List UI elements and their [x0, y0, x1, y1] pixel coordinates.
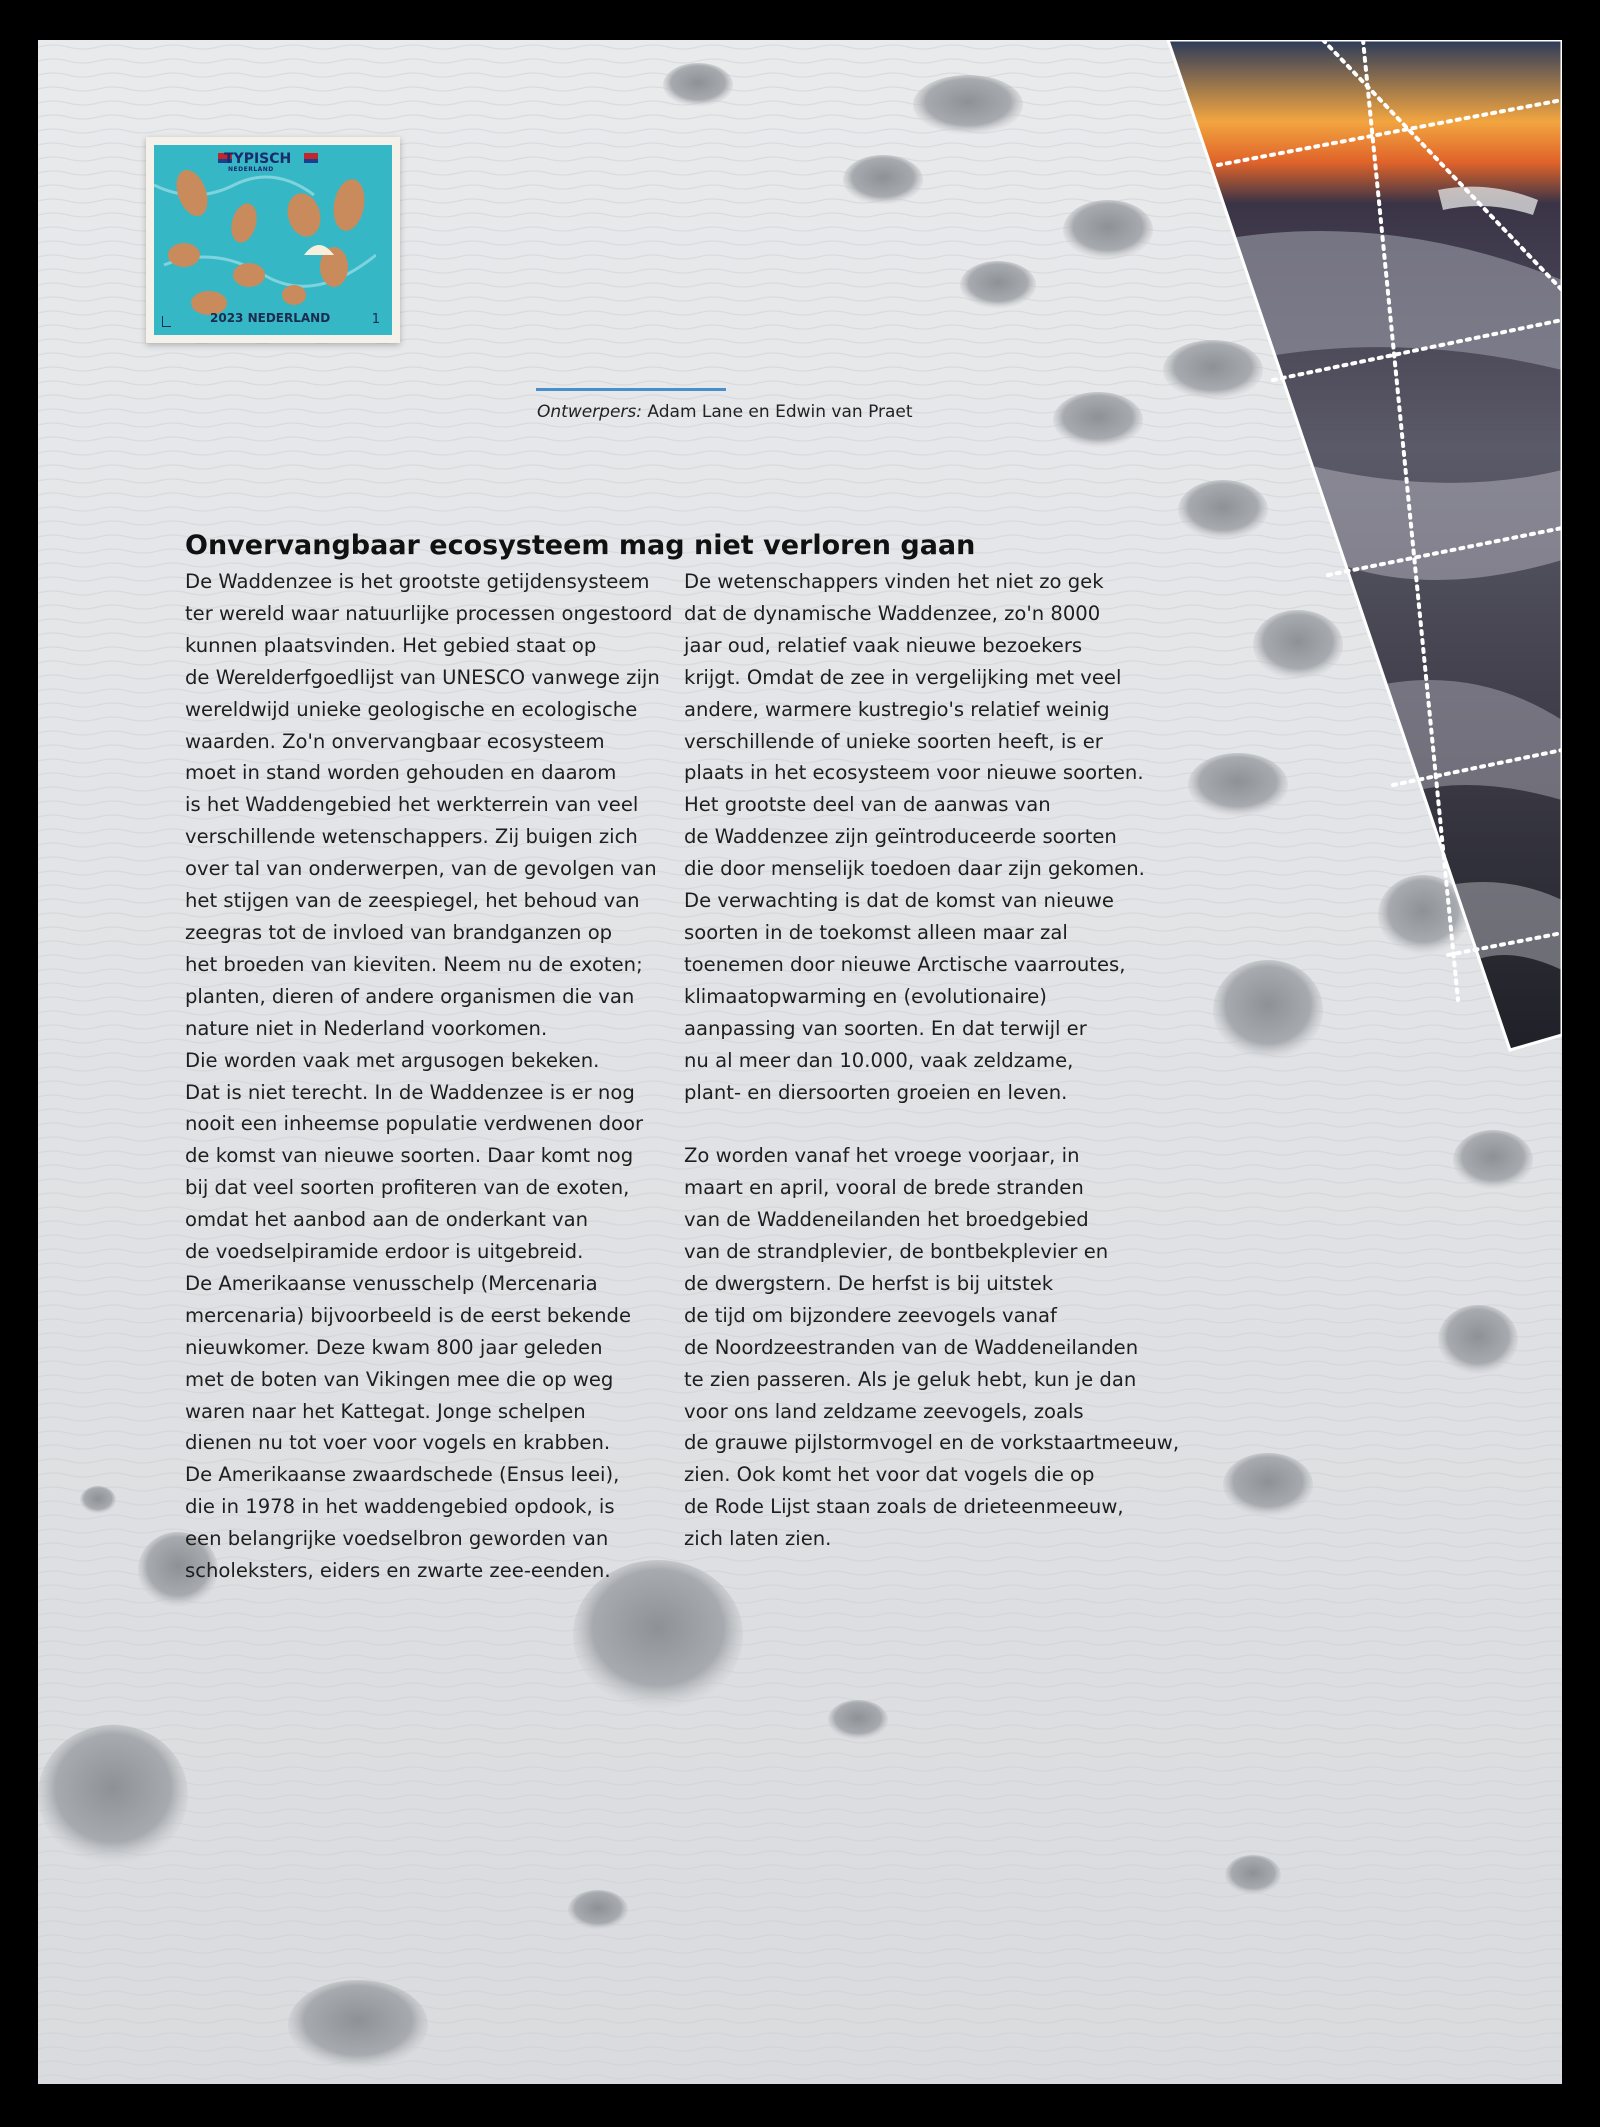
- text-line: waren naar het Kattegat. Jonge schelpen: [185, 1399, 586, 1423]
- text-line: De verwachting is dat de komst van nieuwe: [684, 889, 1114, 913]
- text-line: de komst van nieuwe soorten. Daar komt nog: [185, 1144, 634, 1168]
- text-line: die door menselijk toedoen daar zijn gekomen.: [684, 857, 1145, 881]
- stamp-country-year: 2023 NEDERLAND: [210, 311, 331, 325]
- text-line: verschillende of unieke soorten heeft, is er: [684, 729, 1103, 753]
- credit-rule: [536, 388, 726, 391]
- text-line: plant- en diersoorten groeien en leven.: [684, 1080, 1068, 1104]
- text-line: klimaatopwarming en (evolutionaire): [684, 984, 1047, 1008]
- text-line: zeegras tot de invloed van brandganzen op: [185, 920, 613, 944]
- text-line: mercenaria) bijvoorbeeld is de eerst bekende: [185, 1303, 631, 1327]
- text-line: te zien passeren. Als je geluk hebt, kun je dan: [684, 1367, 1137, 1391]
- text-line: soorten in de toekomst alleen maar zal: [684, 920, 1068, 944]
- text-line: maart en april, vooral de brede stranden: [684, 1176, 1084, 1200]
- text-line: krijgt. Omdat de zee in vergelijking met veel: [684, 665, 1122, 689]
- text-line: het broeden van kieviten. Neem nu de exoten;: [185, 952, 643, 976]
- postage-stamp: [146, 137, 400, 343]
- stamp-value: 1: [371, 312, 380, 327]
- text-line: van de Waddeneilanden het broedgebied: [684, 1208, 1089, 1232]
- text-line: De Waddenzee is het grootste getijdensysteem: [185, 570, 650, 593]
- text-line: van de strandplevier, de bontbekplevier en: [684, 1240, 1109, 1264]
- text-line: het stijgen van de zeespiegel, het behoud van: [185, 889, 640, 913]
- text-line: wereldwijd unieke geologische en ecologische: [185, 697, 638, 721]
- text-line: dat de dynamische Waddenzee, zo'n 8000: [684, 601, 1101, 625]
- paragraph-gap: [684, 1108, 1154, 1140]
- stamp-corner-mark: [162, 316, 171, 327]
- text-line: moet in stand worden gehouden en daarom: [185, 761, 617, 785]
- text-line: nooit een inheemse populatie verdwenen door: [185, 1112, 644, 1136]
- text-line: de Werelderfgoedlijst van UNESCO vanwege zijn: [185, 665, 660, 689]
- article-column-1: [185, 566, 673, 1587]
- text-line: toenemen door nieuwe Arctische vaarroutes,: [684, 952, 1126, 976]
- stamp-banner-sub: NEDERLAND: [228, 166, 274, 173]
- text-line: nature niet in Nederland voorkomen.: [185, 1016, 548, 1040]
- text-line: zien. Ook komt het voor dat vogels die op: [684, 1463, 1095, 1487]
- text-line: scholeksters, eiders en zwarte zee-eenden.: [185, 1559, 611, 1583]
- text-line: ter wereld waar natuurlijke processen ongestoord: [185, 601, 673, 625]
- text-line: de Noordzeestranden van de Waddeneilanden: [684, 1335, 1139, 1359]
- text-line: voor ons land zeldzame zeevogels, zoals: [684, 1399, 1084, 1423]
- text-line: de voedselpiramide erdoor is uitgebreid.: [185, 1240, 584, 1264]
- text-line: bij dat veel soorten profiteren van de exoten,: [185, 1176, 630, 1200]
- article-title: Onvervangbaar ecosysteem mag niet verloren gaan: [185, 530, 976, 561]
- text-line: zich laten zien.: [684, 1527, 832, 1551]
- text-line: de Waddenzee zijn geïntroduceerde soorten: [684, 825, 1117, 849]
- text-line: Het grootste deel van de aanwas van: [684, 793, 1051, 817]
- text-line: waarden. Zo'n onvervangbaar ecosysteem: [185, 729, 605, 753]
- text-line: nu al meer dan 10.000, vaak zeldzame,: [684, 1048, 1074, 1072]
- text-line: omdat het aanbod aan de onderkant van: [185, 1208, 589, 1232]
- text-line: Dat is niet terecht. In de Waddenzee is er nog: [185, 1080, 635, 1104]
- text-line: dienen nu tot voer voor vogels en krabben.: [185, 1431, 611, 1455]
- article-column-2: [684, 566, 1180, 1555]
- text-line: De Amerikaanse zwaardschede (Ensus leei),: [185, 1463, 620, 1487]
- text-line: verschillende wetenschappers. Zij buigen zich: [185, 825, 638, 849]
- designer-credit: [537, 402, 913, 422]
- stamp-artwork: [154, 145, 392, 335]
- text-line: de dwergstern. De herfst is bij uitstek: [684, 1271, 1054, 1295]
- text-line: de tijd om bijzondere zeevogels vanaf: [684, 1303, 1057, 1327]
- stamp-banner: TYPISCH: [224, 151, 292, 167]
- text-line: De wetenschappers vinden het niet zo gek: [684, 570, 1104, 593]
- text-line: planten, dieren of andere organismen die van: [185, 984, 635, 1008]
- text-line: is het Waddengebied het werkterrein van veel: [185, 793, 639, 817]
- text-line: de Rode Lijst staan zoals de drieteenmeeuw,: [684, 1495, 1124, 1519]
- text-line: over tal van onderwerpen, van de gevolgen van: [185, 857, 657, 881]
- credit-label: Ontwerpers:: [537, 402, 642, 422]
- text-line: met de boten van Vikingen mee die op weg: [185, 1367, 614, 1391]
- text-line: aanpassing van soorten. En dat terwijl er: [684, 1016, 1087, 1040]
- brochure-page: [38, 40, 1562, 2084]
- text-line: kunnen plaatsvinden. Het gebied staat op: [185, 633, 597, 657]
- text-line: Zo worden vanaf het vroege voorjaar, in: [684, 1144, 1080, 1168]
- text-line: plaats in het ecosysteem voor nieuwe soorten.: [684, 761, 1144, 785]
- text-line: een belangrijke voedselbron geworden van: [185, 1527, 609, 1551]
- text-line: De Amerikaanse venusschelp (Mercenaria: [185, 1271, 598, 1295]
- text-line: de grauwe pijlstormvogel en de vorkstaartmeeuw,: [684, 1431, 1180, 1455]
- text-line: Die worden vaak met argusogen bekeken.: [185, 1048, 600, 1072]
- text-line: andere, warmere kustregio's relatief weinig: [684, 697, 1110, 721]
- text-line: jaar oud, relatief vaak nieuwe bezoekers: [684, 633, 1083, 657]
- text-line: nieuwkomer. Deze kwam 800 jaar geleden: [185, 1335, 603, 1359]
- text-line: die in 1978 in het waddengebied opdook, is: [185, 1495, 615, 1519]
- credit-names: Adam Lane en Edwin van Praet: [647, 402, 913, 422]
